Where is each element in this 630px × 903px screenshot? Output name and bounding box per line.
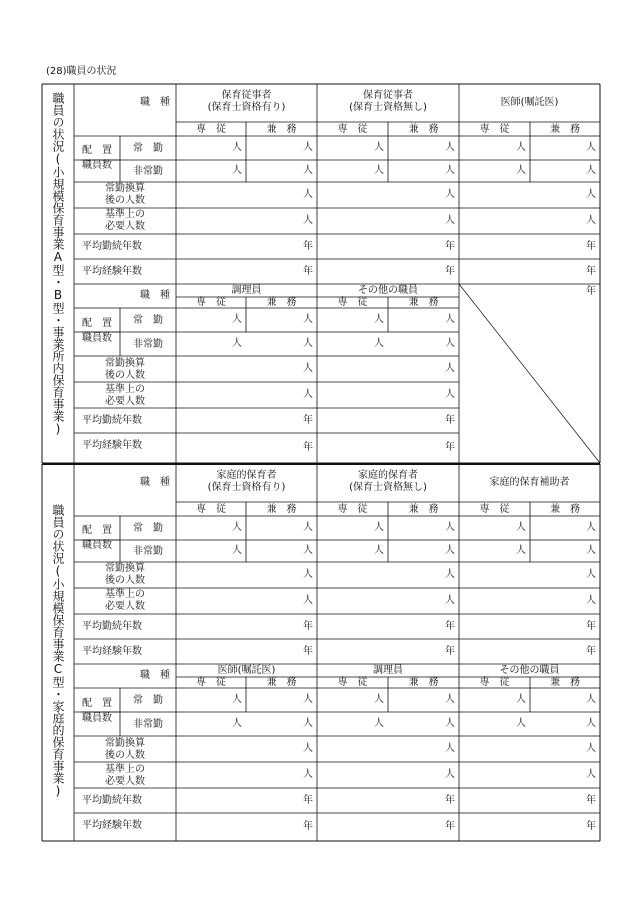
header-senju: 専 従: [479, 124, 510, 135]
unit-year: 年: [445, 265, 455, 277]
role-title: 家庭的保育者: [216, 470, 277, 481]
label-haichi: 配 置: [82, 145, 112, 156]
unit-person: 人: [232, 314, 242, 325]
role-title: 家庭的保育補助者: [489, 477, 570, 488]
label-kijun: 基準上の: [105, 384, 145, 395]
unit-person: 人: [232, 522, 242, 533]
label-kansan: 常勤換算: [105, 358, 145, 369]
unit-person: 人: [445, 545, 455, 556]
header-shokushu: 職 種: [140, 477, 170, 488]
unit-person: 人: [445, 522, 455, 533]
label-kinzoku: 平均勤続年数: [82, 795, 142, 806]
unit-person: 人: [586, 694, 596, 705]
unit-person: 人: [232, 142, 242, 153]
unit-person: 人: [374, 142, 384, 153]
side-label-section-b: 職員の状況(小規模保育事業C型・家庭的保育事業): [51, 504, 65, 798]
role-title: 医師(嘱託医): [217, 665, 276, 676]
header-kenmu: 兼 務: [266, 124, 297, 135]
unit-year: 年: [303, 265, 313, 277]
unit-person: 人: [445, 569, 455, 580]
unit-person: 人: [586, 569, 596, 580]
unit-person: 人: [445, 338, 455, 349]
unit-person: 人: [586, 189, 596, 200]
label-hijokin: 非常勤: [133, 166, 163, 177]
unit-person: 人: [445, 769, 455, 780]
unit-person: 人: [232, 165, 242, 176]
side-label-section-a: 職員の状況(小規模保育事業A型・B型・事業所内保育事業): [51, 92, 65, 436]
unit-person: 人: [586, 165, 596, 176]
label-haichi: 配 置: [82, 318, 112, 329]
unit-person: 人: [445, 389, 455, 400]
page-title: (28)職員の状況: [46, 66, 117, 77]
unit-person: 人: [445, 718, 455, 729]
unit-person: 人: [586, 718, 596, 729]
header-kenmu: 兼 務: [266, 504, 297, 515]
unit-year: 年: [303, 645, 313, 657]
unit-person: 人: [586, 743, 596, 754]
header-senju: 専 従: [196, 677, 226, 688]
unit-person: 人: [445, 743, 455, 754]
label-keiken: 平均経験年数: [82, 646, 142, 657]
unit-person: 人: [303, 694, 313, 705]
unit-person: 人: [303, 189, 313, 200]
label-shokuinsu: 職員数: [82, 540, 112, 551]
label-keiken: 平均経験年数: [82, 266, 142, 277]
unit-person: 人: [445, 694, 455, 705]
label-kansan: 後の人数: [105, 750, 145, 761]
unit-person: 人: [303, 545, 313, 556]
unit-person: 人: [516, 165, 526, 176]
unit-person: 人: [374, 718, 384, 729]
label-kinzoku: 平均勤続年数: [82, 415, 142, 426]
unit-person: 人: [516, 522, 526, 533]
unit-year: 年: [303, 821, 313, 832]
label-kansan: 後の人数: [105, 575, 145, 586]
unit-person: 人: [303, 389, 313, 400]
role-title: 調理員: [373, 665, 403, 676]
label-kinzoku: 平均勤続年数: [82, 241, 142, 252]
unit-person: 人: [303, 718, 313, 729]
label-kijun: 必要人数: [105, 396, 145, 407]
diagonal-line: [459, 284, 600, 463]
role-title: 調理員: [231, 285, 262, 296]
unit-person: 人: [232, 718, 242, 729]
role-title: その他の職員: [499, 665, 560, 676]
label-kijun: 基準上の: [105, 764, 145, 775]
header-senju: 専 従: [337, 297, 368, 308]
unit-year: 年: [303, 794, 313, 806]
label-shokuinsu: 職員数: [82, 160, 112, 171]
header-kenmu: 兼 務: [550, 504, 580, 515]
unit-year: 年: [586, 240, 596, 252]
role-subtitle: (保育士資格有り): [207, 102, 286, 113]
label-kijun: 基準上の: [105, 209, 145, 220]
label-hijokin: 非常勤: [133, 719, 163, 730]
role-title: 医師(嘱託医): [500, 97, 559, 108]
unit-person: 人: [586, 545, 596, 556]
header-kenmu: 兼 務: [408, 504, 439, 515]
label-kansan: 常勤換算: [105, 563, 145, 574]
unit-person: 人: [374, 545, 384, 556]
header-senju: 専 従: [337, 677, 368, 688]
header-senju: 専 従: [196, 297, 226, 308]
unit-person: 人: [445, 314, 455, 325]
label-keiken: 平均経験年数: [82, 820, 142, 831]
label-kansan: 後の人数: [105, 370, 145, 381]
header-senju: 専 従: [479, 504, 510, 515]
unit-person: 人: [374, 694, 384, 705]
role-subtitle: (保育士資格無し): [349, 482, 427, 493]
unit-person: 人: [586, 142, 596, 153]
unit-year: 年: [445, 442, 455, 453]
unit-person: 人: [374, 522, 384, 533]
unit-person: 人: [445, 215, 455, 226]
label-kansan: 後の人数: [105, 195, 145, 206]
header-shokushu: 職 種: [140, 290, 170, 301]
unit-year: 年: [586, 620, 596, 632]
label-haichi: 配 置: [82, 698, 112, 709]
unit-person: 人: [303, 338, 313, 349]
unit-year: 年: [586, 265, 596, 277]
label-hijokin: 非常勤: [133, 546, 163, 557]
unit-person: 人: [374, 338, 384, 349]
label-jokin: 常 勤: [133, 143, 163, 154]
header-kenmu: 兼 務: [266, 297, 297, 308]
header-kenmu: 兼 務: [550, 677, 580, 688]
label-kijun: 基準上の: [105, 589, 145, 600]
label-shokuinsu: 職員数: [82, 333, 112, 344]
unit-year: 年: [303, 442, 313, 453]
unit-person: 人: [303, 215, 313, 226]
unit-year: 年: [586, 645, 596, 657]
unit-year: 年: [445, 414, 455, 426]
unit-year: 年: [303, 620, 313, 632]
unit-person: 人: [303, 363, 313, 374]
unit-year: 年: [445, 620, 455, 632]
unit-person: 人: [232, 694, 242, 705]
header-kenmu: 兼 務: [408, 297, 439, 308]
unit-year: 年: [445, 645, 455, 657]
unit-year: 年: [586, 794, 596, 806]
unit-person: 人: [445, 142, 455, 153]
header-kenmu: 兼 務: [408, 124, 439, 135]
unit-person: 人: [445, 363, 455, 374]
label-kinzoku: 平均勤続年数: [82, 621, 142, 632]
role-subtitle: (保育士資格有り): [207, 482, 286, 493]
unit-person: 人: [303, 769, 313, 780]
unit-person: 人: [303, 314, 313, 325]
unit-person: 人: [303, 569, 313, 580]
label-kansan: 常勤換算: [105, 738, 145, 749]
header-shokushu: 職 種: [140, 670, 170, 681]
unit-person: 人: [586, 769, 596, 780]
unit-person: 人: [516, 718, 526, 729]
label-kijun: 必要人数: [105, 776, 145, 787]
label-haichi: 配 置: [82, 525, 112, 536]
label-shokuinsu: 職員数: [82, 713, 112, 724]
unit-year: 年: [303, 414, 313, 426]
role-title: 家庭的保育者: [358, 470, 418, 481]
header-shokushu: 職 種: [140, 97, 170, 108]
unit-year: 年: [445, 821, 455, 832]
role-title: 保育従事者: [221, 90, 272, 101]
label-hijokin: 非常勤: [133, 339, 163, 350]
label-jokin: 常 勤: [133, 523, 163, 534]
header-senju: 専 従: [196, 124, 226, 135]
unit-person: 人: [516, 142, 526, 153]
unit-person: 人: [586, 215, 596, 226]
unit-person: 人: [445, 165, 455, 176]
unit-year: 年: [586, 821, 596, 832]
header-kenmu: 兼 務: [550, 124, 580, 135]
unit-person: 人: [303, 522, 313, 533]
unit-person: 人: [586, 522, 596, 533]
unit-person: 人: [232, 545, 242, 556]
label-kijun: 必要人数: [105, 221, 145, 232]
unit-person: 人: [516, 694, 526, 705]
unit-person: 人: [586, 595, 596, 606]
header-senju: 専 従: [337, 124, 368, 135]
unit-person: 人: [445, 189, 455, 200]
unit-person: 人: [516, 545, 526, 556]
header-senju: 専 従: [479, 677, 510, 688]
label-kijun: 必要人数: [105, 601, 145, 612]
label-keiken: 平均経験年数: [82, 440, 142, 451]
unit-person: 人: [303, 165, 313, 176]
header-kenmu: 兼 務: [266, 677, 297, 688]
unit-year: 年: [445, 240, 455, 252]
unit-person: 人: [374, 314, 384, 325]
header-kenmu: 兼 務: [408, 677, 439, 688]
label-jokin: 常 勤: [133, 695, 163, 706]
unit-person: 人: [303, 142, 313, 153]
unit-person: 人: [232, 338, 242, 349]
unit-person: 人: [445, 595, 455, 606]
unit-person: 人: [303, 743, 313, 754]
unit-person: 人: [303, 595, 313, 606]
unit-year: 年: [445, 794, 455, 806]
unit-year: 年: [303, 240, 313, 252]
header-senju: 専 従: [337, 504, 368, 515]
header-senju: 専 従: [196, 504, 226, 515]
unit-person: 人: [374, 165, 384, 176]
label-jokin: 常 勤: [133, 315, 163, 326]
role-title: その他の職員: [358, 285, 418, 296]
unit-year: 年: [586, 286, 596, 297]
role-subtitle: (保育士資格無し): [349, 102, 427, 113]
role-title: 保育従事者: [363, 90, 413, 101]
label-kansan: 常勤換算: [105, 183, 145, 194]
